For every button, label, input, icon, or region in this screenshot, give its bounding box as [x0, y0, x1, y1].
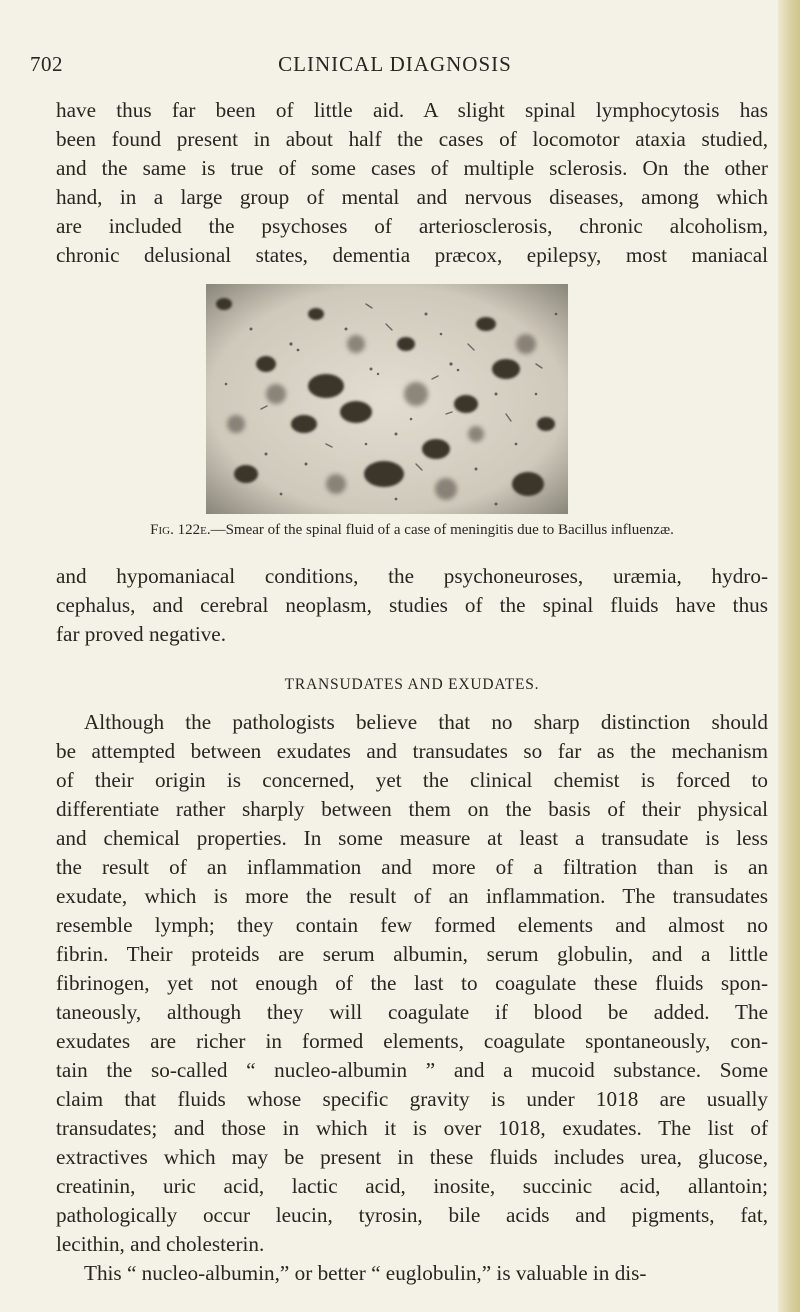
text-line: differentiate rather sharply between them on the basis of their physical: [56, 797, 768, 821]
text-line: creatinin, uric acid, lactic acid, inosite, succinic acid, allantoin;: [56, 1174, 768, 1198]
text-line: extractives which may be present in these fluids includes urea, glucose,: [56, 1145, 768, 1169]
paragraph-1: [56, 96, 768, 270]
text-line: tain the so-called “ nucleo-albumin ” and a mucoid substance. Some: [56, 1058, 768, 1082]
text-line: been found present in about half the cases of locomotor ataxia studied,: [56, 127, 768, 151]
page-number: 702: [30, 52, 63, 76]
text-line: and the same is true of some cases of multiple sclerosis. On the other: [56, 156, 768, 180]
text-line: This “ nucleo-albumin,” or better “ euglobulin,” is valuable in dis-: [84, 1261, 647, 1285]
text-line: taneously, although they will coagulate if blood be added. The: [56, 1000, 768, 1024]
running-title: CLINICAL DIAGNOSIS: [278, 52, 512, 76]
text-line: and hypomaniacal conditions, the psychoneuroses, uræmia, hydro-: [56, 564, 768, 588]
paragraph-3: [56, 708, 768, 1288]
text-line: far proved negative.: [56, 622, 227, 646]
text-line: pathologically occur leucin, tyrosin, bile acids and pigments, fat,: [56, 1203, 768, 1227]
text-line: lecithin, and cholesterin.: [56, 1232, 265, 1256]
micrograph-figure: [206, 284, 568, 514]
text-line: and chemical properties. In some measure at least a transudate is less: [56, 826, 768, 850]
micrograph-image: [206, 284, 568, 514]
text-line: resemble lymph; they contain few formed elements and almost no: [56, 913, 768, 937]
text-line: have thus far been of little aid. A slight spinal lymphocytosis has: [56, 98, 768, 122]
text-line: the result of an inflammation and more of a filtration than is an: [56, 855, 768, 879]
text-line: exudates are richer in formed elements, coagulate spontaneously, con-: [56, 1029, 768, 1053]
text-line: fibrin. Their proteids are serum albumin, serum globulin, and a little: [56, 942, 768, 966]
page-edge: [778, 0, 800, 1312]
text-line: exudate, which is more the result of an inflammation. The transudates: [56, 884, 768, 908]
text-line: claim that fluids whose specific gravity is under 1018 are usually: [56, 1087, 768, 1111]
text-line: hand, in a large group of mental and nervous diseases, among which: [56, 185, 768, 209]
figure-label: Fig. 122e.: [150, 522, 211, 538]
figure-caption: [56, 522, 768, 539]
page-header: [30, 52, 760, 82]
section-heading: TRANSUDATES AND EXUDATES.: [284, 676, 540, 693]
figure-caption-text: —Smear of the spinal fluid of a case of meningitis due to Bacillus influenzæ.: [210, 522, 674, 538]
text-line: fibrinogen, yet not enough of the last to coagulate these fluids spon-: [56, 971, 768, 995]
text-line: Although the pathologists believe that no sharp distinction should: [84, 710, 768, 734]
text-line: are included the psychoses of arteriosclerosis, chronic alcoholism,: [56, 214, 768, 238]
paragraph-2: [56, 562, 768, 649]
text-line: chronic delusional states, dementia præcox, epilepsy, most maniacal: [56, 243, 768, 267]
text-line: of their origin is concerned, yet the clinical chemist is forced to: [56, 768, 768, 792]
text-line: cephalus, and cerebral neoplasm, studies of the spinal fluids have thus: [56, 593, 768, 617]
text-line: transudates; and those in which it is over 1018, exudates. The list of: [56, 1116, 768, 1140]
text-line: be attempted between exudates and transudates so far as the mechanism: [56, 739, 768, 763]
